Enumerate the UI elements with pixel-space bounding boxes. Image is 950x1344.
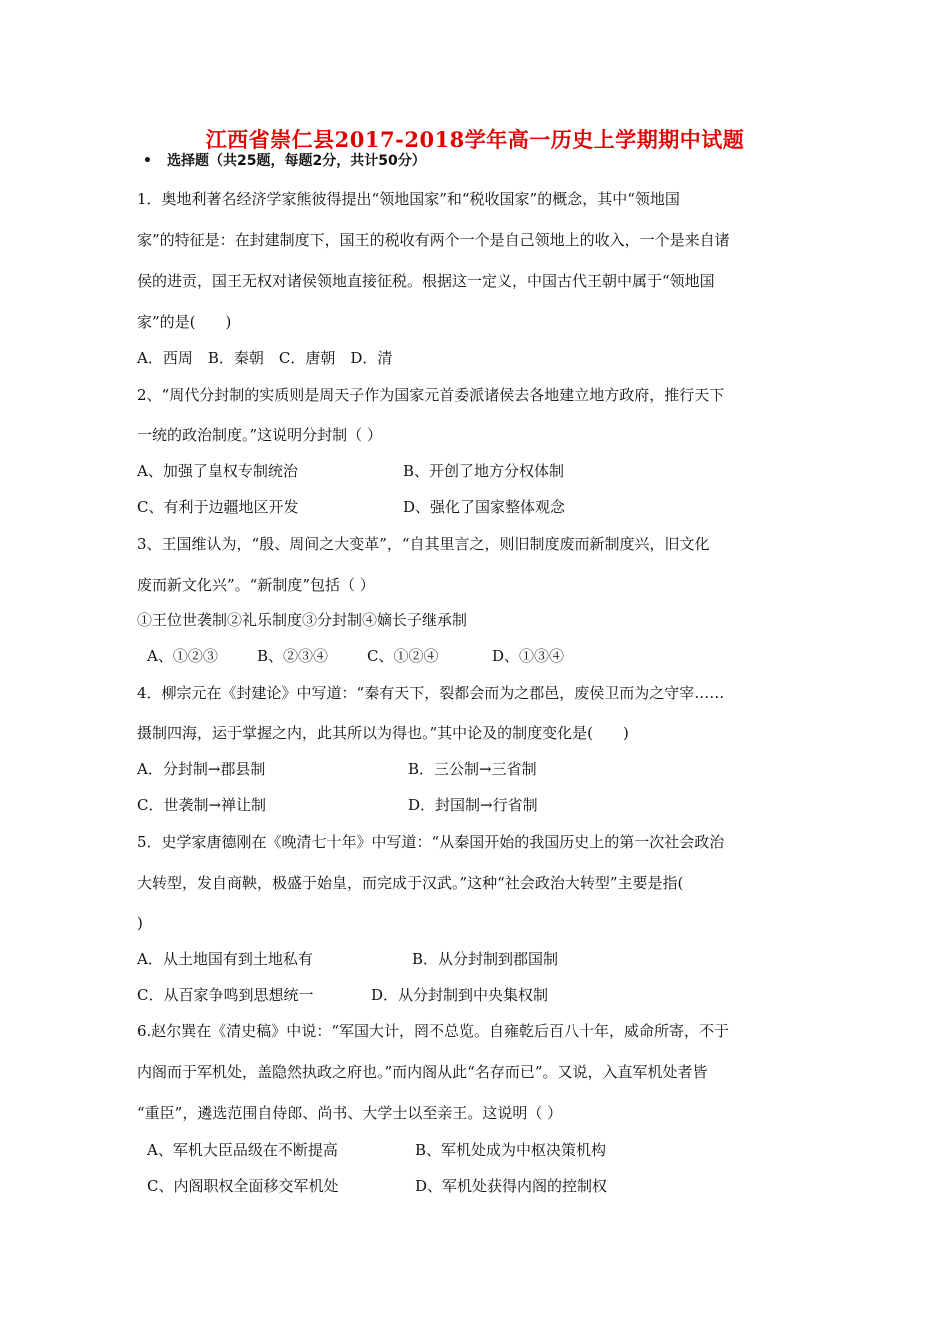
question-5-line: 大转型，发自商鞅，极盛于始皇，而完成于汉武。”这种“社会政治大转型”主要是指(: [137, 874, 684, 892]
question-3-line: ①王位世袭制②礼乐制度③分封制④嫡长子继承制: [137, 611, 468, 629]
question-4-option-d: D．封国制→行省制: [408, 796, 538, 814]
question-5-option-d: D．从分封制到中央集权制: [371, 986, 549, 1004]
question-6-line: 6.赵尔巽在《清史稿》中说：“军国大计，罔不总览。自雍乾后百八十年，威命所寄，不于: [137, 1022, 729, 1040]
page-title: 江西省崇仁县2017-2018学年高一历史上学期期中试题: [205, 127, 745, 152]
question-5-line: ): [137, 914, 143, 932]
question-6-option-c: C、内阁职权全面移交军机处: [147, 1177, 339, 1195]
question-5-option-a: A．从土地国有到土地私有: [137, 950, 313, 968]
question-1-line: 1．奥地利著名经济学家熊彼得提出“领地国家”和“税收国家”的概念，其中“领地国: [137, 190, 680, 208]
section-label: 选择题（共25题，每题2分，共计50分）: [167, 153, 426, 169]
question-2-option-d: D、强化了国家整体观念: [403, 498, 566, 516]
question-2-option-a: A、加强了皇权专制统治: [137, 462, 298, 480]
question-3-option-b: B、②③④: [257, 647, 329, 665]
question-3-option-a: A、①②③: [147, 647, 218, 665]
question-6-option-a: A、军机大臣品级在不断提高: [147, 1141, 338, 1159]
question-4-line: 4．柳宗元在《封建论》中写道：“秦有天下，裂都会而为之郡邑，废侯卫而为之守宰……: [137, 684, 725, 702]
question-6-line: “重臣”，遴选范围自侍郎、尚书、大学士以至亲王。这说明（ ）: [137, 1104, 563, 1122]
question-1-line: 侯的进贡，国王无权对诸侯领地直接征税。根据这一定义，中国古代王朝中属于“领地国: [137, 272, 715, 290]
question-3-line: 废而新文化兴”。“新制度”包括（ ）: [137, 576, 375, 594]
question-1-line: 家”的特征是：在封建制度下，国王的税收有两个一个是自己领地上的收入，一个是来自诸: [137, 231, 730, 249]
section-header: [143, 150, 426, 170]
question-3-option-d: D、①③④: [492, 647, 565, 665]
question-2-line: 一统的政治制度。”这说明分封制（ ）: [137, 426, 382, 444]
question-5-option-b: B．从分封制到郡国制: [412, 950, 559, 968]
question-4-option-a: A．分封制→郡县制: [137, 760, 266, 778]
question-4-option-c: C．世袭制→禅让制: [137, 796, 267, 814]
question-4-line: 摄制四海，运于掌握之内，此其所以为得也。”其中论及的制度变化是( ): [137, 724, 629, 742]
question-2-option-c: C、有利于边疆地区开发: [137, 498, 299, 516]
question-2-line: 2、“周代分封制的实质则是周天子作为国家元首委派诸侯去各地建立地方政府，推行天下: [137, 386, 725, 404]
question-1-line: 家”的是( ): [137, 313, 232, 331]
question-6-option-b: B、军机处成为中枢决策机构: [415, 1141, 607, 1159]
bullet-icon: •: [143, 153, 152, 169]
question-4-option-b: B．三公制→三省制: [408, 760, 537, 778]
question-5-option-c: C．从百家争鸣到思想统一: [137, 986, 314, 1004]
question-1-options: A．西周 B．秦朝 C．唐朝 D．清: [137, 349, 393, 367]
question-5-line: 5．史学家唐德刚在《晚清七十年》中写道：“从秦国开始的我国历史上的第一次社会政治: [137, 833, 725, 851]
question-6-line: 内阁而于军机处，盖隐然执政之府也。”而内阁从此“名存而已”。又说，入直军机处者皆: [137, 1063, 708, 1081]
question-2-option-b: B、开创了地方分权体制: [403, 462, 565, 480]
question-3-option-c: C、①②④: [367, 647, 439, 665]
question-3-line: 3、王国维认为，“殷、周间之大变革”，“自其里言之，则旧制度废而新制度兴，旧文化: [137, 535, 710, 553]
question-6-option-d: D、军机处获得内阁的控制权: [415, 1177, 608, 1195]
